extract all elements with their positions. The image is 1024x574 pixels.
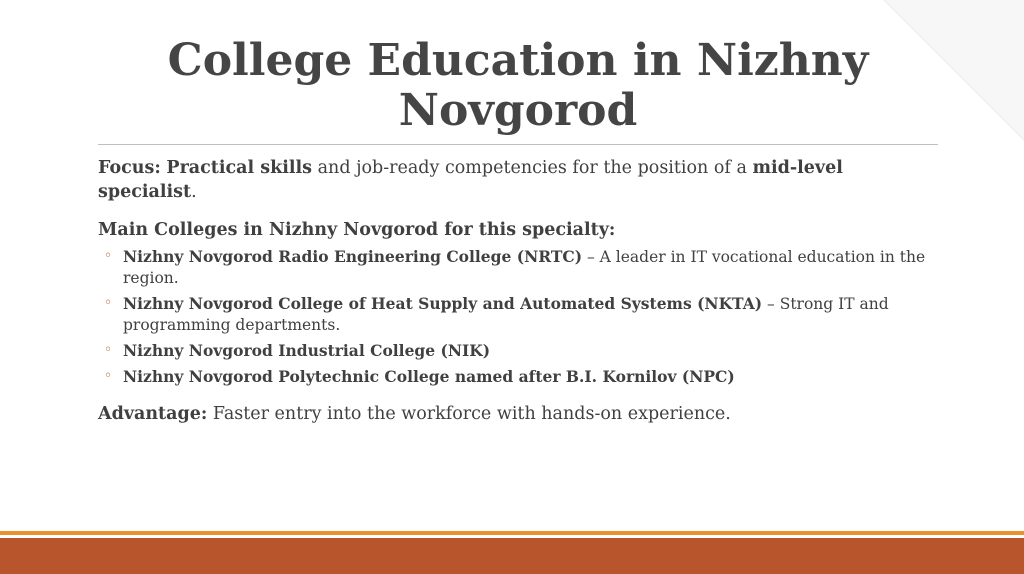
advantage-paragraph [98, 402, 940, 426]
bullet-icon: ◦ [104, 342, 113, 358]
list-item [98, 246, 940, 289]
focus-text: and job-ready competencies for the position of a [312, 158, 753, 178]
slide-body [98, 156, 940, 426]
bullet-icon: ◦ [104, 368, 113, 384]
list-item [98, 366, 940, 388]
college-name: Nizhny Novgorod Radio Engineering College (NRTC) [123, 247, 583, 266]
focus-paragraph [98, 156, 940, 204]
list-item [98, 340, 940, 362]
footer-accent-line [0, 531, 1024, 535]
college-description: – Strong IT and programming departments. [123, 295, 889, 334]
college-name: Nizhny Novgorod College of Heat Supply and Automated Systems (NKTA) [123, 294, 763, 313]
advantage-label: Advantage: [98, 404, 208, 424]
bullet-icon: ◦ [104, 295, 113, 311]
college-description: – A leader in IT vocational education in the region. [123, 248, 926, 287]
list-item [98, 293, 940, 336]
focus-label: Focus: [98, 158, 161, 178]
bullet-icon: ◦ [104, 248, 113, 264]
advantage-text: Faster entry into the workforce with hands-on experience. [207, 404, 731, 424]
focus-skills: Practical skills [166, 158, 313, 178]
college-name: Nizhny Novgorod Polytechnic College named after B.I. Kornilov (NPC) [123, 367, 735, 386]
footer-bar [0, 538, 1024, 574]
focus-level: mid-level specialist [98, 158, 843, 202]
colleges-heading: Main Colleges in Nizhny Novgorod for this specialty: [98, 220, 616, 240]
slide-title: College Education in Nizhny Novgorod [167, 35, 869, 136]
college-list [98, 246, 940, 388]
focus-end: . [191, 182, 197, 202]
college-name: Nizhny Novgorod Industrial College (NIK) [123, 341, 491, 360]
title-divider [98, 144, 938, 145]
